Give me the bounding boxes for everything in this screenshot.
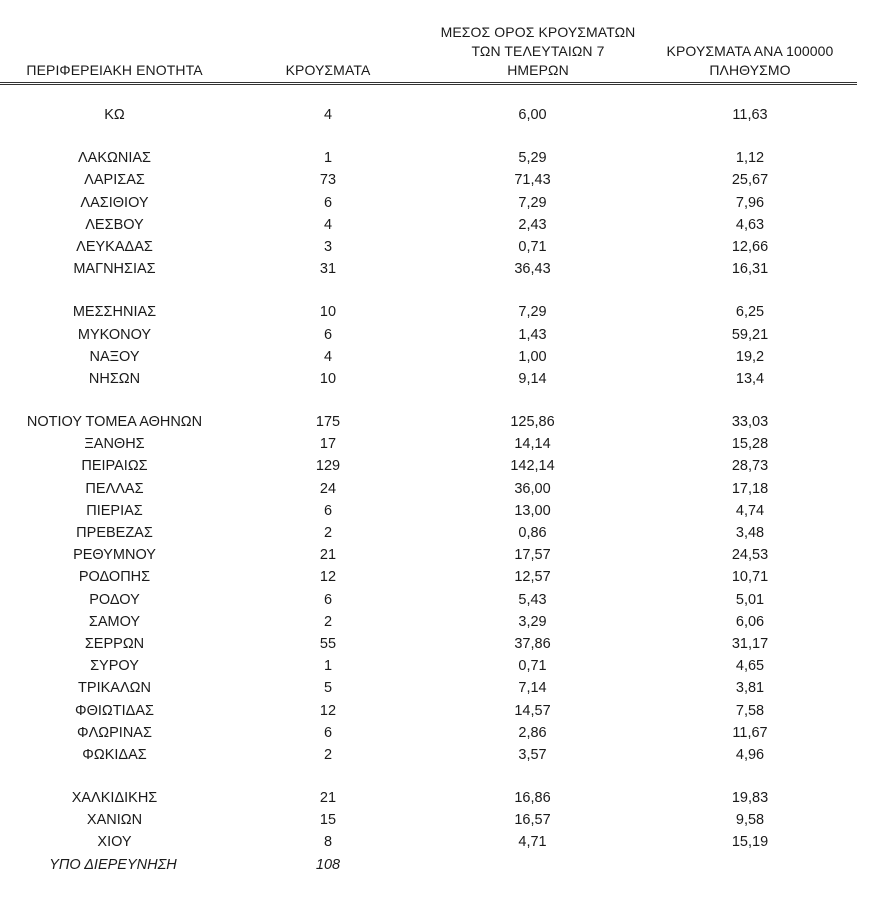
cases-cell: 6 [323, 194, 333, 211]
region-cell: ΥΠΟ ΔΙΕΡΕΥΝΗΣΗ [49, 856, 177, 873]
avg7-cell: 125,86 [510, 414, 555, 431]
avg7-cell: 7,29 [518, 194, 547, 211]
avg7-cell: 4,71 [518, 834, 547, 851]
cases-cell: 4 [323, 216, 333, 233]
avg7-cell: 1,43 [518, 326, 547, 343]
avg7-cell: 16,86 [514, 790, 551, 807]
cases-cell: 21 [319, 790, 337, 807]
per100k-cell: 16,31 [731, 261, 769, 278]
region-cell: ΛΑΣΙΘΙΟΥ [80, 194, 149, 211]
header-avg7 [418, 23, 658, 80]
table-row [0, 346, 896, 368]
per100k-cell: 17,18 [731, 480, 769, 497]
avg7-cell: 5,43 [518, 591, 547, 608]
header-cases [268, 61, 388, 80]
cases-cell: 12 [319, 702, 337, 719]
cases-cell: 21 [319, 547, 337, 564]
region-cell: ΜΑΓΝΗΣΙΑΣ [73, 261, 156, 278]
per100k-cell: 9,58 [735, 812, 765, 829]
region-cell: ΤΡΙΚΑΛΩΝ [78, 680, 151, 697]
cases-cell: 1 [323, 658, 333, 675]
cases-cell: 2 [323, 746, 333, 763]
cases-cell: 10 [319, 304, 337, 321]
cases-cell: 6 [323, 591, 333, 608]
table-row [0, 147, 896, 169]
table-row [0, 633, 896, 655]
region-cell: ΠΙΕΡΙΑΣ [86, 502, 143, 519]
table-row [0, 169, 896, 191]
per100k-cell: 11,67 [732, 724, 768, 741]
cases-cell: 2 [323, 613, 333, 630]
table-row [0, 522, 896, 544]
table-row [0, 104, 896, 126]
avg7-cell: 14,57 [514, 702, 551, 719]
table-row [0, 324, 896, 346]
avg7-cell: 0,71 [518, 238, 547, 255]
avg7-cell: 13,00 [514, 502, 551, 519]
avg7-cell: 1,00 [518, 348, 547, 365]
avg7-cell: 0,86 [518, 525, 547, 541]
table-row [0, 236, 896, 258]
per100k-cell: 7,96 [735, 194, 765, 211]
avg7-cell: 142,14 [510, 458, 555, 475]
per100k-cell: 59,21 [731, 326, 769, 343]
per100k-cell: 3,81 [735, 680, 765, 697]
per100k-cell: 4,96 [735, 746, 765, 763]
per100k-cell: 25,67 [731, 172, 769, 189]
region-cell: ΦΛΩΡΙΝΑΣ [77, 724, 152, 741]
table-row [0, 809, 896, 831]
per100k-cell: 19,83 [731, 790, 769, 807]
region-cell: ΡΟΔΟΥ [89, 591, 140, 608]
cases-cell: 2 [323, 525, 333, 541]
avg7-cell: 7,14 [518, 680, 547, 697]
region-cell: ΦΩΚΙΔΑΣ [82, 746, 147, 763]
region-cell: ΡΟΔΟΠΗΣ [78, 569, 151, 586]
region-cell: ΞΑΝΘΗΣ [84, 436, 145, 453]
cases-cell: 55 [319, 635, 337, 652]
cases-cell: 8 [323, 834, 333, 851]
avg7-cell: 3,29 [518, 613, 547, 630]
header-avg7-line3: ΗΜΕΡΩΝ [507, 62, 569, 78]
cases-cell: 108 [315, 856, 341, 873]
cases-cell: 31 [319, 261, 337, 278]
table-row [0, 787, 896, 809]
cases-cell: 6 [323, 502, 333, 519]
cases-cell: 17 [319, 436, 337, 453]
avg7-cell: 17,57 [514, 547, 551, 564]
per100k-cell: 28,73 [731, 458, 769, 475]
header-region [0, 61, 229, 80]
region-cell: ΝΟΤΙΟΥ ΤΟΜΕΑ ΑΘΗΝΩΝ [26, 414, 203, 431]
table-row [0, 301, 896, 323]
table-row [0, 700, 896, 722]
cases-cell: 12 [319, 569, 337, 586]
region-cell: ΣΕΡΡΩΝ [84, 635, 145, 652]
avg7-cell: 37,86 [514, 635, 551, 652]
region-cell: ΧΑΛΚΙΔΙΚΗΣ [71, 790, 158, 807]
per100k-cell: 12,66 [731, 238, 769, 255]
per100k-cell: 15,28 [731, 436, 769, 453]
region-cell: ΝΑΞΟΥ [89, 348, 140, 365]
avg7-cell: 71,43 [514, 172, 551, 189]
region-cell: ΜΕΣΣΗΝΙΑΣ [72, 304, 157, 321]
table-row [0, 566, 896, 588]
table-row [0, 500, 896, 522]
cases-cell: 175 [315, 414, 341, 431]
avg7-cell: 5,29 [518, 150, 547, 167]
table-row [0, 589, 896, 611]
per100k-cell: 4,63 [735, 216, 765, 233]
per100k-cell: 5,01 [735, 591, 765, 608]
table-row [0, 854, 896, 876]
avg7-cell: 9,14 [518, 370, 547, 387]
per100k-cell: 6,25 [735, 304, 765, 321]
header-region-label: ΠΕΡΙΦΕΡΕΙΑΚΗ ΕΝΟΤΗΤΑ [26, 62, 203, 78]
avg7-cell: 12,57 [514, 569, 551, 586]
per100k-cell: 11,63 [732, 107, 768, 123]
per100k-cell: 4,74 [735, 502, 765, 519]
avg7-cell: 14,14 [514, 436, 551, 453]
avg7-cell: 16,57 [514, 812, 551, 829]
per100k-cell: 13,4 [735, 370, 765, 387]
table-row [0, 831, 896, 853]
region-cell: ΛΑΚΩΝΙΑΣ [77, 150, 151, 167]
region-cell: ΛΕΥΚΑΔΑΣ [76, 238, 153, 255]
per100k-cell: 7,58 [735, 702, 765, 719]
header-per100k-line2: ΠΛΗΘΥΣΜΟ [709, 62, 791, 78]
per100k-cell: 19,2 [735, 348, 765, 365]
per100k-cell: 3,48 [735, 525, 765, 541]
per100k-cell: 33,03 [731, 414, 769, 431]
cases-cell: 73 [319, 172, 337, 189]
cases-cell: 10 [319, 370, 337, 387]
per100k-cell: 1,12 [735, 150, 765, 167]
per100k-cell: 15,19 [731, 834, 769, 851]
table-row [0, 722, 896, 744]
region-cell: ΣΑΜΟΥ [88, 613, 141, 630]
region-cell: ΛΕΣΒΟΥ [85, 216, 144, 233]
table-row [0, 744, 896, 766]
table-row [0, 677, 896, 699]
per100k-cell: 31,17 [731, 635, 769, 652]
table-row [0, 455, 896, 477]
header-cases-label: ΚΡΟΥΣΜΑΤΑ [285, 62, 371, 78]
cases-cell: 6 [323, 724, 333, 741]
region-cell: ΡΕΘΥΜΝΟΥ [73, 547, 156, 564]
avg7-cell: 7,29 [518, 304, 547, 321]
region-cell: ΣΥΡΟΥ [90, 658, 139, 675]
table-row [0, 478, 896, 500]
header-avg7-line2: ΤΩΝ ΤΕΛΕΥΤΑΙΩΝ 7 [471, 43, 605, 59]
cases-cell: 15 [319, 812, 337, 829]
avg7-cell: 0,71 [518, 658, 547, 675]
region-cell: ΜΥΚΟΝΟΥ [77, 326, 152, 343]
per100k-cell: 6,06 [735, 613, 765, 630]
per100k-cell: 4,65 [735, 658, 765, 675]
region-cell: ΠΕΙΡΑΙΩΣ [81, 458, 148, 475]
avg7-cell: 36,00 [514, 480, 551, 497]
cases-cell: 6 [323, 326, 333, 343]
table-row [0, 368, 896, 390]
avg7-cell: 3,57 [518, 746, 547, 763]
avg7-cell: 36,43 [514, 261, 551, 278]
cases-cell: 24 [319, 480, 337, 497]
header-per100k [640, 42, 860, 80]
cases-cell: 3 [323, 238, 333, 255]
per100k-cell: 24,53 [731, 547, 769, 564]
table-row [0, 411, 896, 433]
table-row [0, 258, 896, 280]
region-cell: ΝΗΣΩΝ [88, 370, 141, 387]
region-cell: ΧΙΟΥ [97, 834, 132, 851]
header-per100k-line1: ΚΡΟΥΣΜΑΤΑ ΑΝΑ 100000 [666, 43, 834, 59]
cases-cell: 4 [323, 107, 333, 123]
region-cell: ΠΡΕΒΕΖΑΣ [76, 525, 153, 541]
cases-cell: 5 [323, 680, 333, 697]
table-row [0, 192, 896, 214]
table-body [0, 104, 896, 876]
cases-cell: 1 [323, 150, 333, 167]
table-row [0, 214, 896, 236]
avg7-cell: 2,86 [518, 724, 547, 741]
table-row [0, 544, 896, 566]
table-row [0, 611, 896, 633]
region-cell: ΚΩ [104, 107, 125, 123]
cases-cell: 129 [315, 458, 341, 475]
per100k-cell: 10,71 [731, 569, 769, 586]
region-cell: ΦΘΙΩΤΙΔΑΣ [75, 702, 154, 719]
header-avg7-line1: ΜΕΣΟΣ ΟΡΟΣ ΚΡΟΥΣΜΑΤΩΝ [440, 24, 636, 40]
table-row [0, 433, 896, 455]
region-cell: ΧΑΝΙΩΝ [86, 812, 143, 829]
table-header [0, 0, 857, 85]
table-row [0, 655, 896, 677]
region-cell: ΛΑΡΙΣΑΣ [84, 172, 145, 189]
avg7-cell: 2,43 [518, 216, 547, 233]
avg7-cell: 6,00 [518, 107, 547, 123]
cases-cell: 4 [323, 348, 333, 365]
region-cell: ΠΕΛΛΑΣ [85, 480, 144, 497]
